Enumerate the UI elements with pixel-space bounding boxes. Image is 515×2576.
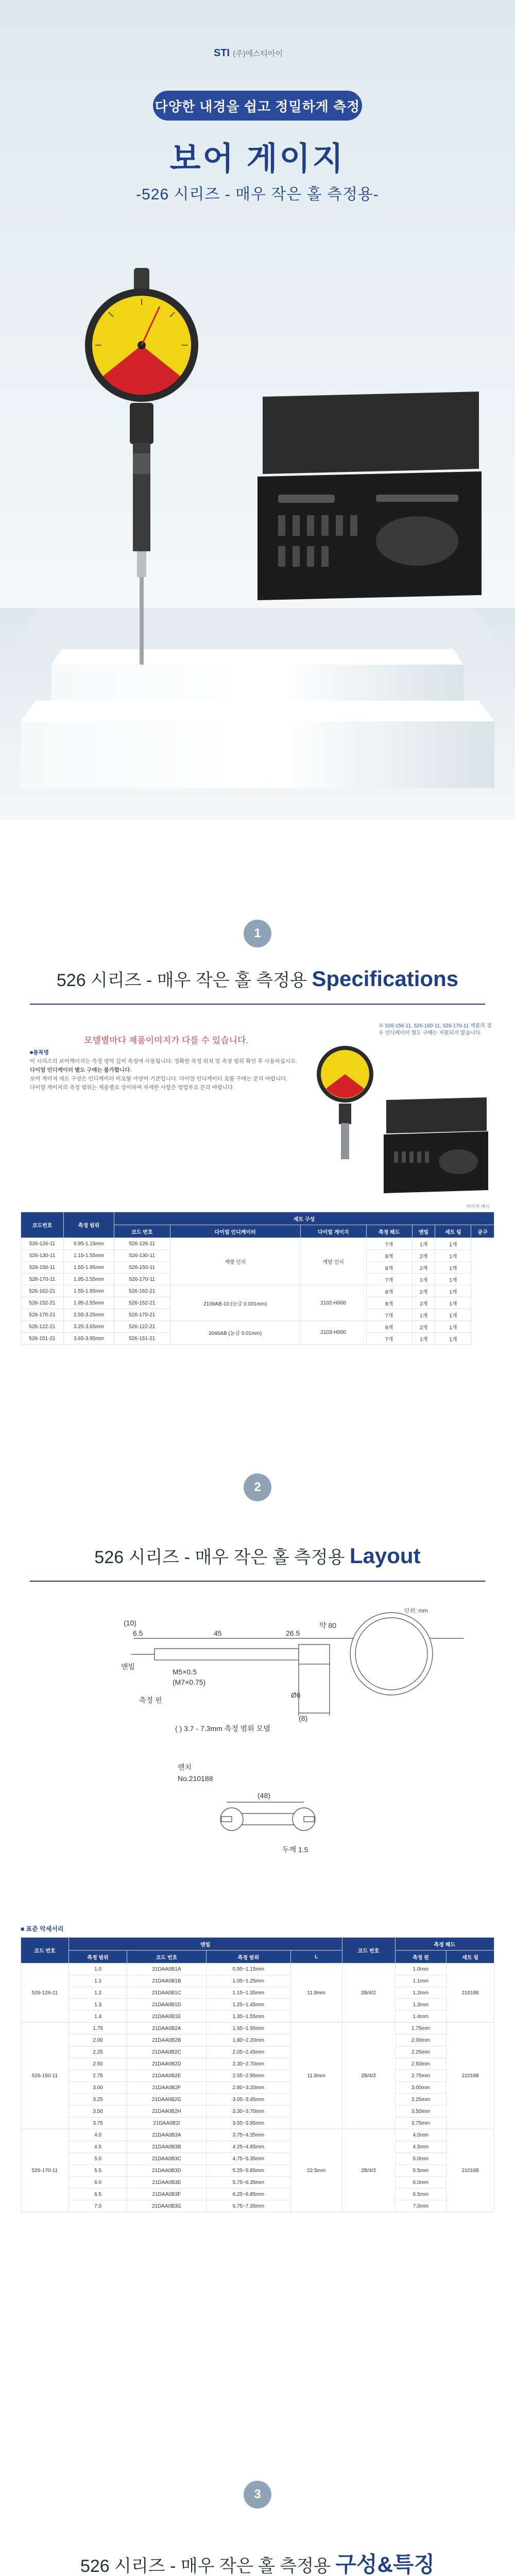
wrench-title: 렌치	[178, 1763, 192, 1771]
table-cell: 2개	[412, 1321, 435, 1333]
table-cell: 2.75	[69, 2070, 127, 2082]
dim-label: M5×0.5	[173, 1668, 197, 1676]
table-cell: 210188	[447, 2129, 494, 2212]
col-code: 코드번호	[21, 1212, 64, 1238]
table-cell: 1.95-2.55mm	[64, 1274, 114, 1285]
spec-callout: ※ 526-156-11, 526-160-11, 526-170-11 제품의 경우 인디케이터 별도 구매는 지원되지 않습니다.	[379, 1023, 492, 1036]
table-cell: 1개	[412, 1333, 435, 1345]
table-cell: 1.75mm	[395, 2023, 447, 2035]
table-cell: 3.05~3.45mm	[206, 2094, 290, 2106]
table-cell: 2B/4/2	[342, 2023, 395, 2129]
table-cell: 8개	[366, 1250, 412, 1262]
spec-note: 다이얼 게이지의 측정 범위는 제품별로 상이하며 자세한 사항은 영업부로 문의 바랍니다.	[30, 1084, 235, 1091]
section-title-strong: Layout	[349, 1544, 421, 1568]
table-cell: 7개	[366, 1309, 412, 1321]
col-code-no: 코드 번호	[342, 1938, 395, 1963]
table-row	[21, 2023, 494, 2035]
table-cell: 21DAA0B2C	[127, 2046, 207, 2058]
table-cell: 21DAA0B2A	[127, 2023, 207, 2035]
spec-note: 보어 게이지 세트 구성은 인디케이터 미포함 사양이 기준입니다. 다이얼 인디케이터 포함 구매는 문의 바랍니다.	[30, 1076, 288, 1082]
table-cell: 3.55~3.95mm	[206, 2117, 290, 2129]
table-cell: 21DAA0B2F	[127, 2082, 207, 2094]
table-row	[21, 2153, 494, 2165]
table-cell: 1개	[435, 1238, 471, 1250]
table-cell: 2046AB (눈금 0.01mm)	[170, 1321, 300, 1345]
table-cell: 1개	[435, 1274, 471, 1285]
table-cell: 7개	[366, 1274, 412, 1285]
table-row	[21, 2129, 494, 2141]
table-cell: 526-130-11	[114, 1250, 170, 1262]
table-cell: 6.25~6.85mm	[206, 2189, 290, 2200]
section-title-prefix: 526 시리즈 - 매우 작은 홀 측정용	[80, 2556, 331, 2576]
table-cell: 2.55-3.25mm	[64, 1309, 114, 1321]
col-indicator: 다이얼 인디케이터	[170, 1225, 300, 1238]
table-cell: 5.0mm	[395, 2153, 447, 2165]
hero-banner	[0, 0, 515, 819]
col-pin: 측정 핀	[395, 1951, 447, 1963]
spec-table	[21, 1212, 494, 1345]
table-row	[21, 1987, 494, 1999]
table-cell: 1.4mm	[395, 2011, 447, 2023]
dim-label: 약 80	[319, 1621, 336, 1630]
col-gauge: 다이얼 게이지	[300, 1225, 366, 1238]
table-cell: 21DAA0B2E	[127, 2070, 207, 2082]
table-cell: 21DAA0B1D	[127, 1999, 207, 2011]
logo-ko: (주)에스티아이	[233, 49, 283, 58]
table-cell: 1.80~2.20mm	[206, 2035, 290, 2046]
table-cell: 1.25~1.45mm	[206, 1999, 290, 2011]
table-cell: 1개	[435, 1262, 471, 1274]
divider	[30, 1004, 485, 1005]
table-cell: 3.50mm	[395, 2106, 447, 2117]
section-title-prefix: 526 시리즈 - 매우 작은 홀 측정용	[94, 1548, 345, 1567]
col-tool: 공구	[471, 1225, 494, 1238]
table-cell: 3.50	[69, 2106, 127, 2117]
table-cell: 6.5	[69, 2189, 127, 2200]
table-row	[21, 1963, 494, 1975]
table-row	[21, 2141, 494, 2153]
table-cell: 6.75~7.35mm	[206, 2200, 290, 2212]
table-cell: 526-170-11	[21, 1274, 64, 1285]
table-cell: 526-150-11	[21, 1262, 64, 1274]
table-cell: 1개	[435, 1285, 471, 1297]
table-row	[21, 2046, 494, 2058]
table-cell: 21DAA0B2D	[127, 2058, 207, 2070]
table-row	[21, 2035, 494, 2046]
section-title-layout	[0, 1543, 515, 1568]
table-cell: 2102-H000	[300, 1285, 366, 1321]
table-cell: 4.5mm	[395, 2141, 447, 2153]
col-meas-head: 측정 헤드	[366, 1225, 412, 1238]
col-set-ring: 세트 링	[435, 1225, 471, 1238]
case-image	[247, 392, 484, 603]
table-row	[21, 2165, 494, 2177]
table-cell: 526-152-21	[114, 1297, 170, 1309]
table-cell: 526-162-21	[114, 1285, 170, 1297]
table-cell: 526-126-11	[21, 1963, 69, 2023]
col-code-no: 코드 번호	[127, 1951, 207, 1963]
table-row	[21, 2082, 494, 2094]
col-anvil: 앤빌	[412, 1225, 435, 1238]
table-cell: 1.1	[69, 1975, 127, 1987]
table-cell: 21DAA0B3C	[127, 2153, 207, 2165]
image-notice: 모델별마다 제품이미지가 다를 수 있습니다.	[84, 1036, 249, 1045]
table-cell: 526-162-21	[21, 1285, 64, 1297]
dim-label: (M7×0.75)	[173, 1678, 206, 1686]
table-row	[21, 1975, 494, 1987]
table-cell: 21DAA0B2G	[127, 2094, 207, 2106]
meas-pin-label: 측정 핀	[139, 1696, 162, 1704]
wrench-thickness: 두께 1.5	[282, 1845, 308, 1854]
table-cell: 1개	[412, 1274, 435, 1285]
table-cell: 0.95~1.15mm	[206, 1963, 290, 1975]
layout-drawing	[0, 1592, 515, 1953]
table-cell: 5.0	[69, 2153, 127, 2165]
table-cell: 21DAA0B3E	[127, 2177, 207, 2189]
col-ring: 세트 링	[447, 1951, 494, 1963]
table-cell: 2.50	[69, 2058, 127, 2070]
table-row	[21, 2070, 494, 2082]
section-title-strong: Specifications	[312, 967, 459, 991]
table-cell: 8개	[366, 1285, 412, 1297]
table-cell: 1개	[412, 1238, 435, 1250]
table-cell: 8개	[366, 1321, 412, 1333]
table-cell: 526-170-21	[114, 1309, 170, 1321]
table-cell: 2B/4/2	[342, 1963, 395, 2023]
table-cell: 1.0	[69, 1963, 127, 1975]
table-cell: 2.80~3.20mm	[206, 2082, 290, 2094]
table-row	[21, 2200, 494, 2212]
tagline-pill: 다양한 내경을 쉽고 정밀하게 측정	[153, 91, 362, 121]
table-cell: 2개	[412, 1250, 435, 1262]
col-code: 코드 번호	[21, 1938, 69, 1963]
table-cell: 4.25~4.85mm	[206, 2141, 290, 2153]
table-row	[21, 1999, 494, 2011]
table-cell: 21DAA0B1C	[127, 1987, 207, 1999]
logo-en: STI	[214, 47, 230, 59]
image-caption: 이미지 예시	[466, 1204, 490, 1209]
page-subtitle: -526 시리즈 - 매우 작은 홀 측정용-	[136, 186, 379, 203]
table-cell: 7개	[366, 1238, 412, 1250]
table-cell: 1.05~1.25mm	[206, 1975, 290, 1987]
table-cell: 4.0mm	[395, 2129, 447, 2141]
table-cell: 3.75mm	[395, 2117, 447, 2129]
table-cell: 526-126-11	[21, 1238, 64, 1250]
table-cell: 21DAA0B1B	[127, 1975, 207, 1987]
table-cell: 3.65-3.95mm	[64, 1333, 114, 1345]
wrench-drawing	[220, 1802, 315, 1831]
col-code2: 코드 번호	[114, 1225, 170, 1238]
table-cell: 21DAA0B3F	[127, 2189, 207, 2200]
dim-label: 6.5	[133, 1629, 143, 1637]
table-cell: 210188	[447, 2023, 494, 2129]
table-cell: 2.50mm	[395, 2058, 447, 2070]
table-cell: 3.00	[69, 2082, 127, 2094]
table-cell: 1.15~1.35mm	[206, 1987, 290, 1999]
table-cell: 21DAA0B1A	[127, 1963, 207, 1975]
table-cell: 1.75	[69, 2023, 127, 2035]
table-cell: 5.25~5.85mm	[206, 2165, 290, 2177]
table-cell: 1.55-1.95mm	[64, 1262, 114, 1274]
table-cell: 3.75	[69, 2117, 127, 2129]
table-cell: 2.05~2.45mm	[206, 2046, 290, 2058]
table-cell: 2109AB-10 (눈금 0.001mm)	[170, 1285, 300, 1321]
dim-label: (10)	[124, 1619, 136, 1627]
table-cell: 1.1mm	[395, 1975, 447, 1987]
page-title: 보어 게이지	[169, 141, 346, 177]
spec-note: 이 시리즈의 보어게이지는 측정 영역 길이 측정에 사용됩니다. 정확한 측정 위치 및 측정 범위 확인 후 사용하십시오.	[30, 1058, 298, 1064]
table-cell: 6.5mm	[395, 2189, 447, 2200]
table-cell: 2103-H000	[300, 1321, 366, 1345]
col-range-min: 측정 범위	[69, 1951, 127, 1963]
table-cell: 3.25	[69, 2094, 127, 2106]
table-cell: 526-151-21	[114, 1333, 170, 1345]
table-cell: 6.0mm	[395, 2177, 447, 2189]
table-row	[21, 1321, 494, 1333]
range-note: ( ) 3.7 - 7.3mm 측정 범위 모델	[175, 1724, 270, 1733]
table-cell: 21DAA0B1E	[127, 2011, 207, 2023]
spec-case-image	[381, 1097, 489, 1195]
table-row	[21, 2189, 494, 2200]
section-title-specifications	[0, 966, 515, 991]
table-cell: 1.3	[69, 1999, 127, 2011]
table-cell: 5.5mm	[395, 2165, 447, 2177]
col-anvil: 앤빌	[69, 1938, 342, 1951]
table-cell: 526-152-21	[21, 1297, 64, 1309]
table-cell: 4.75~5.35mm	[206, 2153, 290, 2165]
table-cell: 3.75~4.35mm	[206, 2129, 290, 2141]
section-number-1: 1	[244, 920, 271, 947]
section-number-2: 2	[244, 1473, 271, 1501]
table-cell: 1.55-1.95mm	[64, 1285, 114, 1297]
table-cell: 2개	[412, 1262, 435, 1274]
table-cell: 1.55~1.95mm	[206, 2023, 290, 2035]
table-cell: 2B/4/2	[342, 2129, 395, 2212]
table-cell: 3.25-3.65mm	[64, 1321, 114, 1333]
table-cell: 2개	[412, 1297, 435, 1309]
table-cell: 2.55~2.95mm	[206, 2070, 290, 2082]
table-cell: 1개	[435, 1309, 471, 1321]
table-cell: 526-170-11	[21, 2129, 69, 2212]
table-cell: 3.25mm	[395, 2094, 447, 2106]
table-cell: 계량 인치	[300, 1238, 366, 1285]
table-cell: 21DAA0B2H	[127, 2106, 207, 2117]
table-row	[21, 2106, 494, 2117]
table-row	[21, 1238, 494, 1250]
accessory-table	[21, 1937, 494, 2212]
table-cell: 1개	[435, 1250, 471, 1262]
spec-notes	[30, 1048, 298, 1092]
table-cell: 2.25mm	[395, 2046, 447, 2058]
spec-gauge-image	[304, 1041, 386, 1164]
table-cell: 1.4	[69, 2011, 127, 2023]
table-cell: 5.75~6.35mm	[206, 2177, 290, 2189]
section-title-strong: 구성&특징	[335, 2552, 435, 2576]
table-cell: 1.2mm	[395, 1987, 447, 1999]
table-cell: 526-130-11	[21, 1250, 64, 1262]
table-cell: 526-122-21	[114, 1321, 170, 1333]
dim-label: 26.5	[286, 1629, 300, 1637]
accessory-title: ■ 표준 악세서리	[21, 1925, 64, 1933]
col-range: 측정 범위	[64, 1212, 114, 1238]
table-cell: 1.2	[69, 1987, 127, 1999]
table-cell: 1개	[435, 1333, 471, 1345]
table-cell: 6.0	[69, 2177, 127, 2189]
table-cell: 2.00mm	[395, 2035, 447, 2046]
col-head: 측정 헤드	[395, 1938, 494, 1951]
table-cell: 3.00mm	[395, 2082, 447, 2094]
table-row	[21, 2094, 494, 2106]
anvil-label: 앤빌	[121, 1663, 135, 1671]
table-cell: 8개	[366, 1297, 412, 1309]
table-cell: 526-126-11	[114, 1238, 170, 1250]
table-cell: 3.30~3.70mm	[206, 2106, 290, 2117]
col-meas-dim: 측정 범위	[206, 1951, 290, 1963]
table-cell: 1개	[435, 1297, 471, 1309]
table-cell: 21DAA0B3G	[127, 2200, 207, 2212]
table-row	[21, 2058, 494, 2070]
table-cell: 21DAA0B3A	[127, 2129, 207, 2141]
pedestal-top	[21, 701, 494, 721]
table-cell: 2.00	[69, 2035, 127, 2046]
table-cell: 1.15-1.55mm	[64, 1250, 114, 1262]
wrench-code: No.210188	[178, 1774, 213, 1783]
table-cell: 7.0	[69, 2200, 127, 2212]
table-cell: 21DAA0B3D	[127, 2165, 207, 2177]
table-cell: 11.8mm	[290, 2023, 342, 2129]
table-cell: 210188	[447, 1963, 494, 2023]
table-cell: 2.75mm	[395, 2070, 447, 2082]
unit-label: 단위: mm	[404, 1608, 428, 1614]
table-cell: 526-122-21	[21, 1321, 64, 1333]
table-cell: 1.95-2.55mm	[64, 1297, 114, 1309]
table-row	[21, 2011, 494, 2023]
dim-label: Ø6	[291, 1691, 301, 1699]
col-group: 세트 구성	[114, 1212, 494, 1225]
section-number-3: 3	[244, 2481, 271, 2509]
table-row	[21, 1285, 494, 1297]
table-cell: 526-150-11	[21, 2023, 69, 2129]
table-cell: 1.0mm	[395, 1963, 447, 1975]
table-cell: 526-170-21	[21, 1309, 64, 1321]
table-cell: 21DAA0B2B	[127, 2035, 207, 2046]
table-cell: 526-170-11	[114, 1274, 170, 1285]
table-cell: 2.25	[69, 2046, 127, 2058]
table-cell: 4.5	[69, 2141, 127, 2153]
table-row	[21, 2177, 494, 2189]
col-l: L	[290, 1951, 342, 1963]
table-cell: 7개	[366, 1333, 412, 1345]
spec-note: 다이얼 인디케이터 별도 구매는 불가합니다.	[30, 1067, 132, 1073]
table-cell: 2개	[412, 1285, 435, 1297]
table-cell: 526-151-21	[21, 1333, 64, 1345]
table-cell: 2.30~2.70mm	[206, 2058, 290, 2070]
table-cell: 계량 인치	[170, 1238, 300, 1285]
table-cell: 1.3mm	[395, 1999, 447, 2011]
table-cell: 8개	[366, 1262, 412, 1274]
divider	[30, 1581, 485, 1582]
dim-label: (8)	[299, 1714, 308, 1722]
section-title-prefix: 526 시리즈 - 매우 작은 홀 측정용	[56, 971, 307, 990]
table-cell: 4.0	[69, 2129, 127, 2141]
table-cell: 7.0mm	[395, 2200, 447, 2212]
table-cell: 11.8mm	[290, 1963, 342, 2023]
table-row	[21, 2117, 494, 2129]
brand-logo	[214, 47, 283, 59]
table-cell: 0.95-1.15mm	[64, 1238, 114, 1250]
table-cell: 22.5mm	[290, 2129, 342, 2212]
section-title-features	[0, 2548, 515, 2576]
table-cell: 526-150-11	[114, 1262, 170, 1274]
table-cell: 5.5	[69, 2165, 127, 2177]
dim-label: (48)	[258, 1791, 270, 1800]
table-cell: 1개	[435, 1321, 471, 1333]
table-cell: 1.35~1.55mm	[206, 2011, 290, 2023]
spec-note-title: ■품목명	[30, 1049, 49, 1056]
table-cell: 21DAA0B2I	[127, 2117, 207, 2129]
table-cell: 1개	[412, 1309, 435, 1321]
dim-label: 45	[214, 1629, 222, 1637]
table-cell: 21DAA0B3B	[127, 2141, 207, 2153]
bore-gauge-image	[72, 268, 211, 670]
